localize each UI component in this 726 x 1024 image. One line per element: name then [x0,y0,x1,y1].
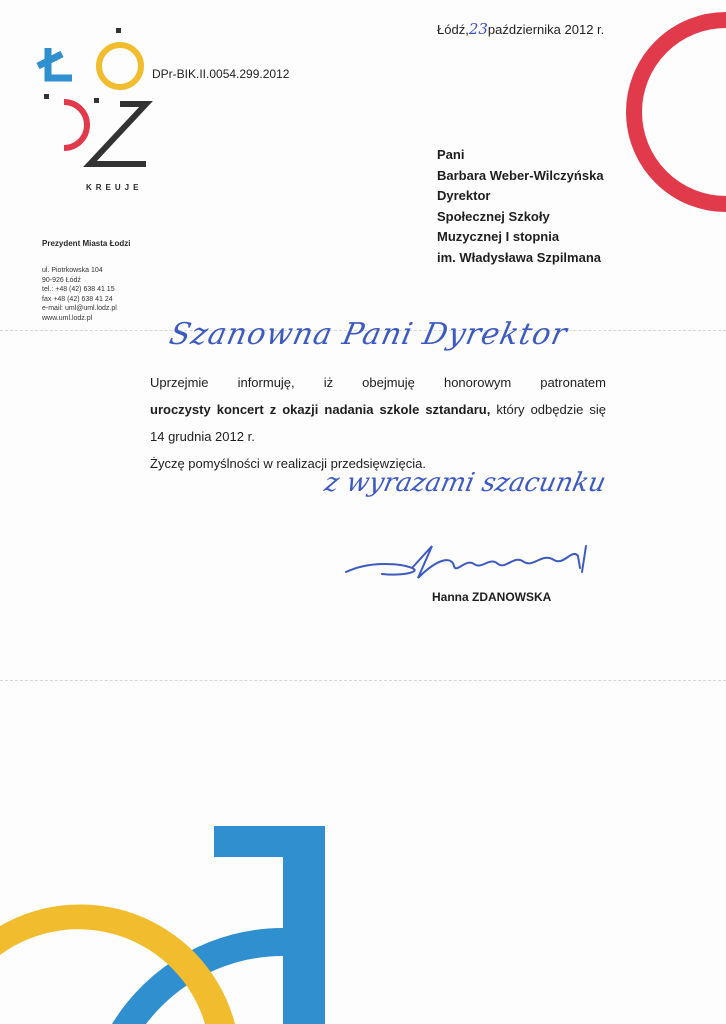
reference-number: DPr-BIK.II.0054.299.2012 [152,67,290,81]
handwritten-salutation: Szanowna Pani Dyrektor [166,317,571,352]
signer-name: Hanna ZDANOWSKA [432,590,552,604]
logo-dot [116,28,121,33]
phone-line: tel.: +48 (42) 638 41 15 [42,286,115,294]
fax-line: fax +48 (42) 638 41 24 [42,295,113,303]
yellow-arc-graphic [0,904,235,1024]
recipient-line: Muzycznej I stopnia [437,229,560,244]
website-line: www.uml.lodz.pl [42,314,93,322]
logo-letter-l [38,48,72,78]
address-line: ul. Piotrkowska 104 [42,267,103,274]
logo-letter-d [64,102,87,148]
recipient-line: im. Władysława Szpilmana [437,249,601,265]
recipient-line: Dyrektor [437,188,491,203]
recipient-block [437,145,604,268]
logo-letter-z [90,104,146,164]
red-ring-graphic [634,20,726,204]
sender-title: Prezydent Miasta Łodzi [42,239,131,248]
body-event-date: 14 grudnia 2012 r. [150,429,255,444]
date-place: Łódź, [437,22,469,37]
body-paragraph-2-rest: który odbędzie się [490,402,606,417]
logo-tagline: KREUJE [86,183,143,192]
logo-dot [94,98,99,103]
event-name: uroczysty koncert z okazji nadania szkole sztandaru, [150,402,491,417]
city-logo [34,26,154,196]
recipient-name: Barbara Weber-Wilczyńska [437,167,604,183]
recipient-line: Społecznej Szkoły [437,208,550,224]
logo-dot [44,94,49,99]
logo-letter-o [99,45,141,87]
handwritten-closing: z wyrazami szacunku [321,468,609,498]
handwritten-signature [342,538,602,588]
body-paragraph-1: Uprzejmie informuję, iż obejmuję honorowym patronatem [150,375,606,390]
recipient-line: Pani [437,147,465,162]
blue-bracket-graphic [214,826,325,1024]
body-paragraph-2 [150,402,606,417]
body-wishes: Życzę pomyślności w realizacji przedsięwzięcia. [150,456,426,471]
address-line: 90-926 Łódź [42,276,81,284]
date-day-handwritten: 23 [468,20,488,38]
sender-contact [42,266,117,324]
email-line: e-mail: uml@uml.lodz.pl [42,305,117,313]
letter-date [437,20,604,38]
date-month-year: października 2012 r. [487,22,605,37]
